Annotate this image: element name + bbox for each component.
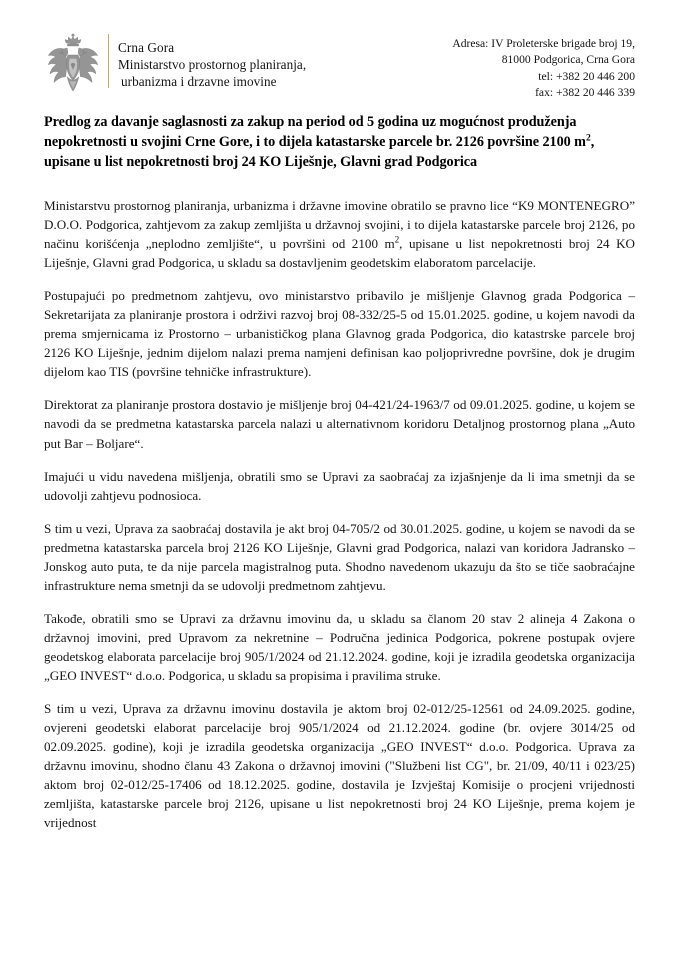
paragraph-5: S tim u vezi, Uprava za saobraćaj dostavila je akt broj 04-705/2 od 30.01.2025. godine, u kojem se navodi da se predmetna katastarska parcela broj 2126 KO Liješnje, Glavni grad Podgorica, nalazi van koridora Jadransko – Jonskog auto puta, te da nije parcela magistralnog puta. Shodno navedenom ukazuju da što se tiče saobraćajne infrastrukture nema smetnji da se udovolji predmetnom zahtjevu. bbox=[44, 520, 635, 593]
paragraph-6: Takođe, obratili smo se Upravi za državnu imovinu da, u skladu sa članom 20 stav 2 alineja 4 Zakona o državnoj imovini, pred Upravom za nekretnine – Područna jedinica Podgorica, pokrene postupak ovjere geodetskog elaborata parcelacije broj 905/1/2024 od 21.12.2024. godine, koji je izradila geodetska organizacija „GEO INVEST“ d.o.o. Podgorica, u skladu sa propisima i pravilima struke. bbox=[44, 610, 635, 683]
document-title bbox=[44, 112, 635, 172]
address-block bbox=[452, 30, 635, 102]
paragraph-1-part-1: Ministarstvu prostornog planiranja, urbanizma i državne imovine obratilo se pravno lice “K9 MONTENEGRO” D.O.O. Podgorica, zahtjevom za zakup zemljišta u državnoj svojini, i to dijela katastarske parcele broj 2126, po načinu korišćenja „neplodno zemljište“, u površini od 2100 m bbox=[44, 198, 635, 252]
ministry-branding bbox=[44, 30, 306, 94]
paragraph-4: Imajući u vidu navedena mišljenja, obratili smo se Upravi za saobraćaj za izjašnjenje da li ima smetnji da se udovolji zahtjevu podnosioca. bbox=[44, 468, 635, 503]
paragraph-7: S tim u vezi, Uprava za državnu imovinu dostavila je aktom broj 02-012/25-12561 od 24.09.2025. godine, ovjereni geodetski elaborat parcelacije broj 905/1/2024 od 21.12.2024. godine (br. ovjere 3014/25 od 02.09.2025. godine), koji je izradila geodetska organizacija „GEO INVEST“ d.o.o. Podgorica. Uprava za državnu imovinu, shodno članu 43 Zakona o državnoj imovini ("Službeni list CG", br. 21/09, 40/11 i 023/25) aktom broj 02-012/25-17406 od 18.12.2025. godine, dostavila je Izvještaj Komisije o procjeni vrijednosti zemljišta, katastarske parcele broj 2126, upisane u list nepokretnosti broj 24 KO Liješnje, prema kojem je vrijednost bbox=[44, 701, 635, 831]
address-city: 81000 Podgorica, Crna Gora bbox=[501, 53, 635, 67]
ministry-name-line-1: Ministarstvo prostornog planiranja, bbox=[118, 57, 307, 73]
country-name: Crna Gora bbox=[118, 40, 175, 55]
address-street: Adresa: IV Proleterske brigade broj 19, bbox=[452, 37, 635, 50]
address-fax: fax: +382 20 446 339 bbox=[535, 86, 635, 100]
address-telephone: tel: +382 20 446 200 bbox=[538, 69, 635, 83]
paragraph-3: Direktorat za planiranje prostora dostavio je mišljenje broj 04-421/24-1963/7 od 09.01.2025. godine, u kojem se navodi da se predmetna katastarska parcela nalazi u alternativnom koridoru Detaljnog prostornog plana „Auto put Bar – Boljare“. bbox=[44, 397, 635, 451]
document-title-part-1: Predlog za davanje saglasnosti za zakup na period od 5 godina uz mogućnost produženja nepokretnosti u svojini Crne Gore, i to dijela katastarske parcele br. 2126 površine 2100 m bbox=[44, 114, 586, 151]
ministry-name-block bbox=[118, 30, 306, 90]
document-body bbox=[44, 196, 635, 832]
letterhead bbox=[44, 30, 635, 106]
paragraph-1-superscript: 2 bbox=[394, 234, 400, 245]
brand-divider bbox=[108, 34, 109, 88]
ministry-name-line-2: urbanizma i drzavne imovine bbox=[121, 74, 277, 90]
paragraph-1-part-2: , upisane u list nepokretnosti broj 24 KO Liješnje, Glavni grad Podgorica, u skladu sa dostavljenim geodetskim elaboratom parcelacije. bbox=[44, 236, 635, 271]
montenegro-coat-of-arms-icon bbox=[44, 32, 102, 94]
document-title-part-2: , upisane u list nepokretnosti broj 24 KO Liješnje, Glavni grad Podgorica bbox=[44, 134, 595, 171]
paragraph-2: Postupajući po predmetnom zahtjevu, ovo ministarstvo pribavilo je mišljenje Glavnog grada Podgorica – Sekretarijata za planiranje prostora i održivi razvoj broj 08-332/25-5 od 15.01.2025. godine, u kojem navodi da prema smjernicama iz Prostorno – urbanističkog plana Glavnog grada Podgorica, dio katastrske parcele broj 2126 KO Liješnje, jednim dijelom nalazi prema namjeni definisan kao poljoprivredne površine, dok je drugim dijelom kao TIS (površine tehničke infrastrukture). bbox=[44, 288, 635, 380]
document-title-superscript: 2 bbox=[585, 132, 591, 144]
paragraph-1 bbox=[44, 196, 635, 272]
